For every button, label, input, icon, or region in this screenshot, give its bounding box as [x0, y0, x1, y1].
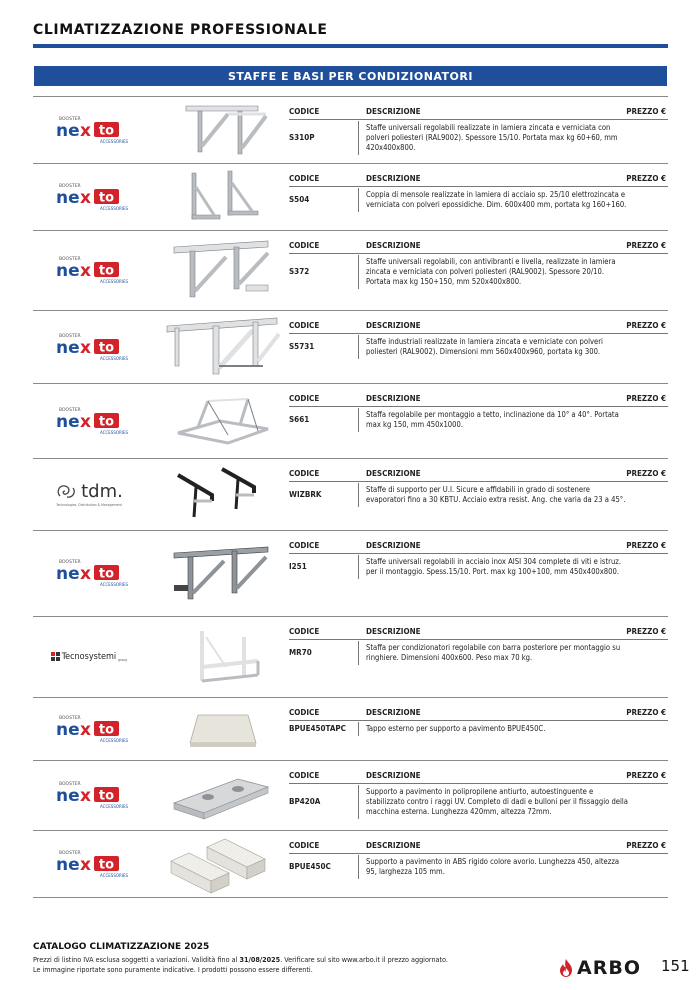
- column-header-description: DESCRIZIONE: [366, 841, 421, 850]
- product-image: [153, 383, 293, 458]
- arbo-logo: [558, 955, 641, 981]
- product-image: [153, 310, 293, 383]
- brand-logo-cell: [33, 310, 145, 383]
- desc-divider: [358, 335, 359, 359]
- nexto-accessories-text: ACCESSORIES: [100, 429, 129, 435]
- nexto-accessories-text: ACCESSORIES: [100, 205, 129, 211]
- product-image: [153, 230, 293, 310]
- product-image: [153, 96, 293, 163]
- arbo-wordmark: ARBO: [577, 957, 641, 979]
- nexto-logo: [53, 113, 129, 147]
- page-title: CLIMATIZZAZIONE PROFESSIONALE: [33, 22, 328, 38]
- desc-divider: [358, 641, 359, 665]
- brand-logo-cell: [33, 96, 145, 163]
- nexto-x-text: x: [80, 411, 91, 432]
- column-header: [289, 625, 668, 640]
- product-code: WIZBRK: [289, 490, 322, 499]
- nexto-to-text: to: [98, 414, 115, 429]
- product-description: Staffe universali regolabili realizzate in lamiera zincata e verniciata con polveri poliesteri (RAL9002). Spessore 15/10. Portata max kg 60+60, mm 420x400x800.: [366, 123, 618, 152]
- nexto-to-text: to: [98, 788, 115, 804]
- nexto-to-text: to: [98, 340, 115, 355]
- column-header-code: CODICE: [289, 321, 320, 330]
- nexto-to-text: to: [98, 190, 115, 205]
- nexto-x-text: x: [80, 564, 91, 584]
- tecnosystemi-group: group: [118, 657, 128, 662]
- product-row: [33, 383, 668, 458]
- footer-disclaimer-images: Le immagine riportate sono puramente indicative. I prodotti possono essere differenti.: [33, 965, 313, 974]
- desc-divider: [358, 255, 359, 289]
- product-row: [33, 760, 668, 830]
- product-row: [33, 310, 668, 383]
- nexto-logo: [53, 404, 129, 438]
- row-separator: [33, 897, 668, 898]
- nexto-ne-text: ne: [56, 411, 80, 432]
- brand-logo-cell: [33, 383, 145, 458]
- nexto-logo: [53, 180, 129, 214]
- nexto-accessories-text: ACCESSORIES: [100, 804, 129, 809]
- title-rule: [33, 44, 668, 48]
- product-description: Staffe di supporto per U.I. Sicure e affidabili in grado di sostenere evaporatori fino a 30 KBTU. Acciaio extra resist. Ang. che varia da 23 a 45°.: [366, 485, 626, 504]
- tdm-name: tdm.: [81, 481, 123, 502]
- product-code: S661: [289, 415, 310, 424]
- column-header-price: PREZZO €: [626, 541, 666, 550]
- brand-logo-cell: [33, 830, 145, 897]
- column-header-price: PREZZO €: [626, 174, 666, 183]
- product-row: [33, 616, 668, 697]
- nexto-to-text: to: [98, 123, 115, 138]
- nexto-ne-text: ne: [56, 120, 80, 141]
- product-code: BPUE450TAPC: [289, 724, 346, 733]
- brand-logo-cell: [33, 697, 145, 760]
- brand-logo-cell: [33, 163, 145, 230]
- column-header-description: DESCRIZIONE: [366, 174, 421, 183]
- nexto-to-text: to: [98, 722, 115, 737]
- footer-validity-date: 31/08/2025: [239, 955, 281, 964]
- flame-icon: [558, 958, 574, 978]
- column-header-description: DESCRIZIONE: [366, 771, 421, 780]
- nexto-to-text: to: [98, 857, 115, 872]
- footer-disclaimer-part2: . Verificare sul sito www.arbo.it il prezzo aggiornato.: [280, 955, 448, 964]
- nexto-booster-text: BOOSTER: [59, 850, 81, 856]
- product-image: [153, 697, 293, 760]
- column-header-code: CODICE: [289, 394, 320, 403]
- product-image: [153, 760, 293, 830]
- product-description: Staffe universali regolabili in acciaio inox AISI 304 complete di viti e istruz. per il montaggio. Spess.15/10. Port. max kg 100+100, mm 450x400x800.: [366, 557, 622, 576]
- nexto-logo: [53, 847, 129, 881]
- footer-title: CATALOGO CLIMATIZZAZIONE 2025: [33, 942, 210, 952]
- desc-divider: [358, 483, 359, 507]
- nexto-x-text: x: [80, 786, 91, 806]
- product-row: [33, 458, 668, 530]
- product-row: [33, 530, 668, 616]
- nexto-booster-text: BOOSTER: [59, 560, 81, 565]
- column-header-price: PREZZO €: [626, 321, 666, 330]
- product-code: BPUE450C: [289, 862, 331, 871]
- tecnosystemi-logo: [51, 652, 128, 662]
- nexto-logo: [53, 253, 129, 287]
- column-header-description: DESCRIZIONE: [366, 469, 421, 478]
- nexto-accessories-text: ACCESSORIES: [100, 582, 129, 587]
- column-header-description: DESCRIZIONE: [366, 541, 421, 550]
- desc-divider: [358, 785, 359, 819]
- nexto-booster-text: BOOSTER: [59, 183, 81, 189]
- nexto-ne-text: ne: [56, 719, 80, 740]
- nexto-x-text: x: [80, 719, 91, 740]
- nexto-ne-text: ne: [56, 854, 80, 875]
- product-description: Coppia di mensole realizzate in lamiera di acciaio sp. 25/10 elettrozincata e verniciata con polveri epossidiche. Dim. 600x400 mm, portata kg 160+160.: [366, 190, 627, 209]
- tdm-mark: [55, 481, 123, 502]
- column-header-code: CODICE: [289, 708, 320, 717]
- column-header-code: CODICE: [289, 841, 320, 850]
- tdm-swirl-icon: [55, 482, 77, 502]
- nexto-ne-text: ne: [56, 786, 80, 806]
- nexto-accessories-text: ACCESSORIES: [100, 138, 129, 144]
- nexto-to-text: to: [98, 566, 115, 582]
- product-code: S504: [289, 195, 310, 204]
- nexto-x-text: x: [80, 261, 91, 281]
- nexto-ne-text: ne: [56, 564, 80, 584]
- product-code: S310P: [289, 133, 315, 142]
- column-header-description: DESCRIZIONE: [366, 627, 421, 636]
- column-header-price: PREZZO €: [626, 708, 666, 717]
- column-header: [289, 105, 668, 120]
- column-header-price: PREZZO €: [626, 469, 666, 478]
- product-image: [153, 530, 293, 616]
- product-row: [33, 163, 668, 230]
- product-description: Supporto a pavimento in ABS rigido colore avorio. Lunghezza 450, altezza 95, larghezza 105 mm.: [366, 857, 620, 876]
- footer-disclaimer-part1: Prezzi di listino IVA esclusa soggetti a variazioni. Validità fino al: [33, 955, 240, 964]
- column-header-description: DESCRIZIONE: [366, 708, 421, 717]
- nexto-x-text: x: [80, 337, 91, 358]
- product-row: [33, 96, 668, 163]
- nexto-ne-text: ne: [56, 261, 80, 281]
- product-description: Staffe universali regolabili, con antivibranti e livella, realizzate in lamiera zincata e verniciata con polveri poliesteri (RAL9002). Spessore 20/10. Portata max kg 150+150, mm 520x400x800.: [366, 257, 616, 286]
- column-header-code: CODICE: [289, 627, 320, 636]
- product-row: [33, 830, 668, 897]
- product-description: Supporto a pavimento in polipropilene antiurto, autoestinguente e stabilizzato contro i raggi UV. Completo di dadi e bulloni per il fissaggio della macchina esterna. Lunghezza 420mm, altezza 72mm.: [366, 787, 628, 816]
- column-header-code: CODICE: [289, 469, 320, 478]
- nexto-booster-text: BOOSTER: [59, 715, 81, 721]
- column-header-code: CODICE: [289, 541, 320, 550]
- nexto-x-text: x: [80, 187, 91, 208]
- brand-logo-cell: [33, 760, 145, 830]
- product-image: [153, 616, 293, 697]
- column-header-code: CODICE: [289, 241, 320, 250]
- nexto-logo: [53, 330, 129, 364]
- column-header-description: DESCRIZIONE: [366, 107, 421, 116]
- desc-divider: [358, 555, 359, 579]
- column-header: [289, 467, 668, 482]
- column-header-description: DESCRIZIONE: [366, 394, 421, 403]
- column-header-price: PREZZO €: [626, 241, 666, 250]
- nexto-accessories-text: ACCESSORIES: [100, 872, 129, 878]
- column-header: [289, 392, 668, 407]
- nexto-ne-text: ne: [56, 187, 80, 208]
- brand-logo-cell: [33, 230, 145, 310]
- column-header-description: DESCRIZIONE: [366, 321, 421, 330]
- nexto-logo: [53, 712, 129, 746]
- brand-logo-cell: [33, 616, 145, 697]
- column-header: [289, 839, 668, 854]
- product-description: Staffa per condizionatori regolabile con barra posteriore per montaggio su ringhiere. Dimensioni 400x600. Peso max 70 kg.: [366, 643, 621, 662]
- product-image: [153, 163, 293, 230]
- product-code: S5731: [289, 342, 315, 351]
- nexto-ne-text: ne: [56, 337, 80, 358]
- product-description: Staffa regolabile per montaggio a tetto, inclinazione da 10° a 40°. Portata max kg 150, mm 450x1000.: [366, 410, 619, 429]
- desc-divider: [358, 188, 359, 212]
- nexto-accessories-text: ACCESSORIES: [100, 279, 129, 284]
- product-description: Staffe industriali realizzate in lamiera zincata e verniciate con polveri poliesteri (RAL9002). Dimensioni mm 560x400x960, portata kg 300.: [366, 337, 603, 356]
- nexto-to-text: to: [98, 263, 115, 279]
- product-image: [153, 458, 293, 530]
- nexto-booster-text: BOOSTER: [59, 407, 81, 413]
- column-header: [289, 539, 668, 554]
- product-code: MR70: [289, 648, 312, 657]
- tecnosystemi-name: Tecnosystemi: [61, 651, 117, 662]
- nexto-accessories-text: ACCESSORIES: [100, 355, 129, 361]
- brand-logo-cell: [33, 458, 145, 530]
- nexto-booster-text: BOOSTER: [59, 257, 81, 262]
- tdm-logo: [55, 481, 123, 507]
- product-code: I251: [289, 562, 307, 571]
- product-code: BP420A: [289, 797, 321, 806]
- column-header-price: PREZZO €: [626, 107, 666, 116]
- product-row: [33, 230, 668, 310]
- product-description: Tappo esterno per supporto a pavimento BPUE450C.: [366, 724, 546, 733]
- nexto-booster-text: BOOSTER: [59, 333, 81, 339]
- desc-divider: [358, 855, 359, 879]
- column-header: [289, 706, 668, 721]
- footer-disclaimer-prices: [33, 955, 448, 964]
- desc-divider: [358, 121, 359, 155]
- column-header: [289, 769, 668, 784]
- desc-divider: [358, 722, 359, 736]
- column-header-code: CODICE: [289, 174, 320, 183]
- column-header-description: DESCRIZIONE: [366, 241, 421, 250]
- section-banner: STAFFE E BASI PER CONDIZIONATORI: [34, 66, 667, 86]
- nexto-logo: [53, 556, 129, 590]
- column-header: [289, 172, 668, 187]
- tecnosystemi-mark-icon: [51, 652, 60, 661]
- page-number: 151: [661, 957, 690, 975]
- column-header-code: CODICE: [289, 107, 320, 116]
- column-header: [289, 239, 668, 254]
- nexto-x-text: x: [80, 854, 91, 875]
- column-header: [289, 319, 668, 334]
- tdm-tagline: Technologies, Distribution & Management: [56, 503, 122, 507]
- column-header-price: PREZZO €: [626, 841, 666, 850]
- desc-divider: [358, 408, 359, 432]
- product-row: [33, 697, 668, 760]
- nexto-x-text: x: [80, 120, 91, 141]
- column-header-price: PREZZO €: [626, 394, 666, 403]
- product-code: S372: [289, 267, 310, 276]
- column-header-code: CODICE: [289, 771, 320, 780]
- nexto-logo: [53, 778, 129, 812]
- brand-logo-cell: [33, 530, 145, 616]
- column-header-price: PREZZO €: [626, 627, 666, 636]
- nexto-booster-text: BOOSTER: [59, 116, 81, 122]
- column-header-price: PREZZO €: [626, 771, 666, 780]
- nexto-booster-text: BOOSTER: [59, 782, 81, 787]
- product-image: [153, 830, 293, 897]
- nexto-accessories-text: ACCESSORIES: [100, 737, 129, 743]
